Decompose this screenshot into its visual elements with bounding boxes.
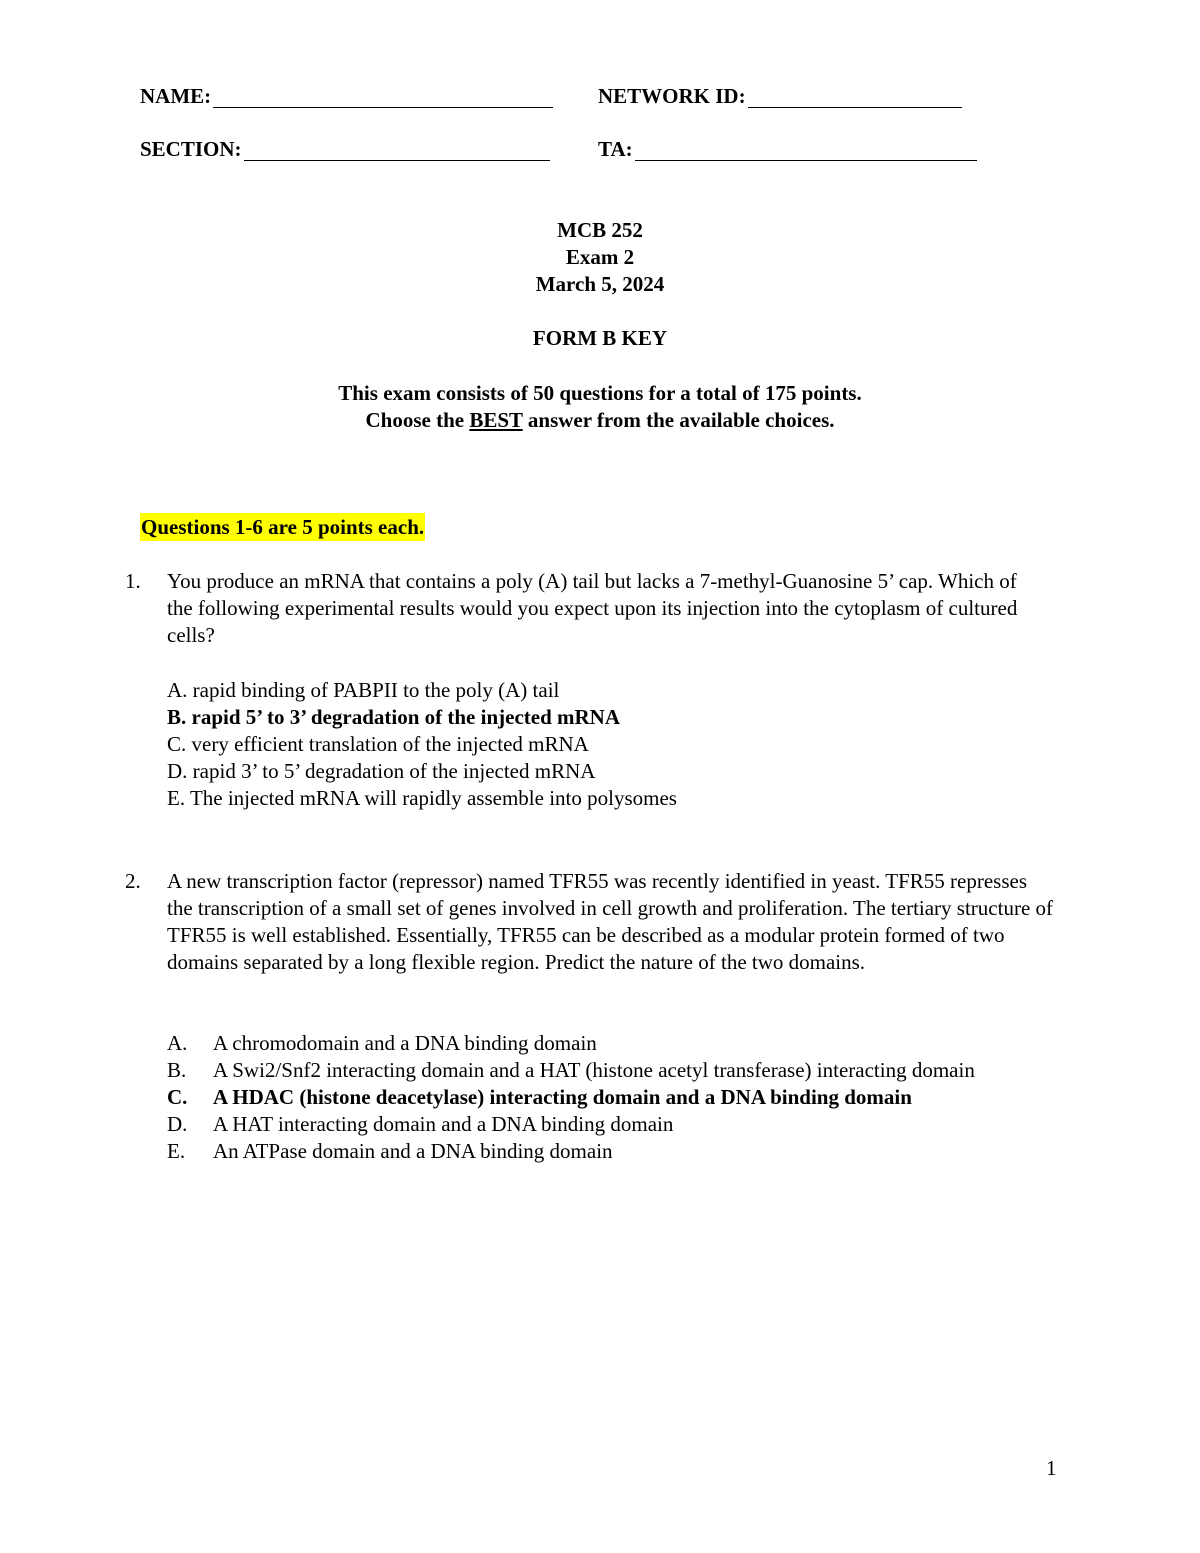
question-2-option-e[interactable] — [167, 1138, 1013, 1165]
option-text: A HAT interacting domain and a DNA binding domain — [213, 1112, 674, 1136]
ta-label: TA: — [598, 137, 633, 161]
instructions-post: answer from the available choices. — [522, 408, 835, 432]
option-text: A HDAC (histone deacetylase) interacting domain and a DNA binding domain — [213, 1085, 912, 1109]
option-text: A chromodomain and a DNA binding domain — [213, 1031, 597, 1055]
question-2-options — [167, 1030, 1013, 1165]
question-2-option-d[interactable] — [167, 1111, 1013, 1138]
option-text: A Swi2/Snf2 interacting domain and a HAT (histone acetyl transferase) interacting domain — [213, 1058, 975, 1082]
instructions-line-2 — [0, 407, 1200, 434]
network-id-blank[interactable] — [748, 85, 962, 108]
question-1-option-a[interactable]: A. rapid binding of PABPII to the poly (A) tail — [167, 678, 560, 702]
section-blank[interactable] — [244, 138, 550, 161]
network-id-label: NETWORK ID: — [598, 84, 746, 108]
ta-blank[interactable] — [635, 138, 977, 161]
option-letter: B. — [167, 1058, 187, 1082]
instructions-emphasis: BEST — [469, 408, 523, 432]
question-1-option-b-correct[interactable]: B. rapid 5’ to 3’ degradation of the injected mRNA — [167, 705, 621, 729]
option-text: An ATPase domain and a DNA binding domain — [213, 1139, 613, 1163]
option-letter: A. — [167, 1031, 188, 1055]
network-id-field — [598, 84, 962, 108]
question-2-number: 2. — [125, 869, 141, 893]
page-number: 1 — [1046, 1456, 1057, 1480]
ta-field — [598, 137, 977, 161]
section-label: SECTION: — [140, 137, 242, 161]
section-heading: Questions 1-6 are 5 points each. — [141, 515, 425, 539]
question-2-option-c-correct[interactable] — [167, 1084, 1013, 1111]
name-blank[interactable] — [213, 85, 553, 108]
option-letter: E. — [167, 1139, 186, 1163]
option-letter: C. — [167, 1085, 188, 1109]
question-1-number: 1. — [125, 569, 141, 593]
exam-date: March 5, 2024 — [535, 272, 665, 296]
form-label: FORM B KEY — [532, 326, 668, 350]
exam-title: Exam 2 — [565, 245, 635, 269]
question-1-text: You produce an mRNA that contains a poly (A) tail but lacks a 7-methyl-Guanosine 5’ cap. Which of the following experimental results would you expect upon its injection into the cytoplasm of cultured cells? — [167, 569, 1018, 647]
question-1-option-d[interactable]: D. rapid 3’ to 5’ degradation of the injected mRNA — [167, 759, 596, 783]
section-field — [140, 137, 550, 161]
question-1-options — [167, 677, 677, 812]
name-label: NAME: — [140, 84, 212, 108]
course-title: MCB 252 — [557, 218, 643, 242]
question-2-option-b[interactable] — [167, 1057, 1013, 1084]
instructions-pre: Choose the — [365, 408, 470, 432]
option-letter: D. — [167, 1112, 188, 1136]
question-1-option-c[interactable]: C. very efficient translation of the injected mRNA — [167, 732, 589, 756]
question-2-option-a[interactable] — [167, 1030, 1013, 1057]
question-2-text: A new transcription factor (repressor) named TFR55 was recently identified in yeast. TFR55 represses the transcription of a small set of genes involved in cell growth and proliferation. The tertiary structure of TFR55 is well established. Essentially, TFR55 can be described as a modular protein formed of two domains separated by a long flexible region. Predict the nature of the two domains. — [167, 869, 1054, 974]
question-1-option-e[interactable]: E. The injected mRNA will rapidly assemble into polysomes — [167, 786, 677, 810]
name-field — [140, 84, 553, 108]
instructions-line-1: This exam consists of 50 questions for a total of 175 points. — [338, 381, 862, 405]
